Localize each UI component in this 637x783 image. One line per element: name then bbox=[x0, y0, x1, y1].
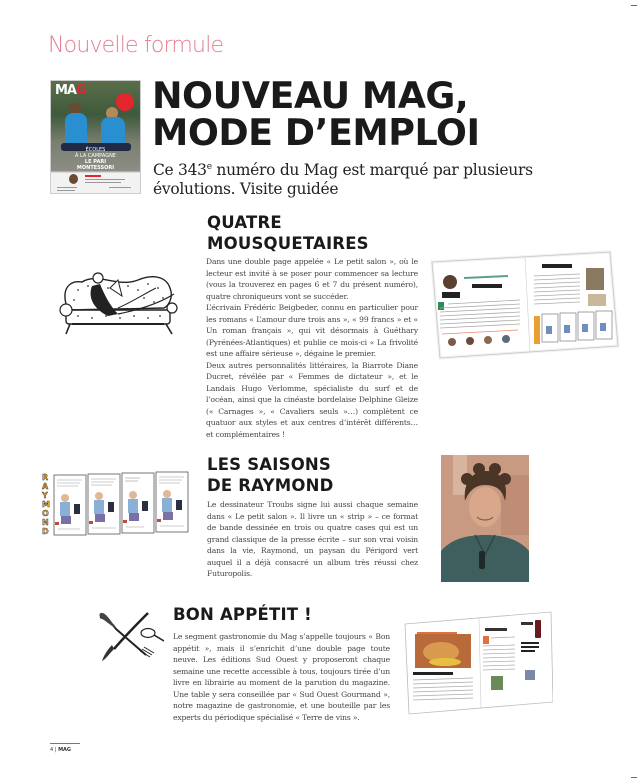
section-title-bon-appetit bbox=[173, 604, 312, 625]
paragraph: Le dessinateur Troubs signe lui aussi chaque semaine dans « Le petit salon ». Il livre un « strip » – ce format de bande dessinée en trois ou quatre cases qui est un grand classique de la presse écrite – sur son vrai voisin dans la vie, Raymond, un paysan du Périgord vert auquel il a déjà consacré un album très réussi chez Futuropolis. bbox=[207, 500, 418, 578]
headline-line: MODE D’EMPLOI bbox=[152, 111, 480, 154]
cover-rule bbox=[85, 179, 125, 180]
section-title-line: QUATRE bbox=[207, 213, 282, 232]
section-title-line: LES SAISONS bbox=[207, 455, 332, 474]
magazine-spread-bon-appetit bbox=[403, 610, 553, 715]
standfirst-text: numéro du Mag est marqué par plusieurs évolutions. Visite guidée bbox=[153, 161, 533, 199]
standfirst bbox=[153, 158, 533, 199]
headline-line: NOUVEAU MAG, bbox=[152, 74, 469, 117]
paragraph: L’écrivain Frédéric Beigbeder, connu en particulier pour les romans « L’amour dure trois ans », « 99 francs » et « Un roman français », qui vit désormais à Guéthary (Pyrénées-Atlantiques) et publie ce mois-ci « La frivolité est une affaire sérieuse », dégaine le premier. bbox=[206, 303, 418, 358]
portrait-photo-troubs bbox=[441, 455, 529, 582]
cover-line: À LA CAMPAGNE bbox=[75, 153, 116, 159]
svg-text:O: O bbox=[42, 509, 49, 518]
svg-text:A: A bbox=[42, 482, 49, 491]
page-folio bbox=[50, 747, 71, 753]
page-number: 4 bbox=[50, 747, 54, 753]
section-kicker: Nouvelle formule bbox=[48, 33, 224, 58]
portrait-figure bbox=[441, 455, 529, 582]
cover-figure bbox=[65, 113, 87, 147]
section-title-line: MOUSQUETAIRES bbox=[207, 234, 369, 253]
svg-text:R: R bbox=[42, 473, 49, 482]
svg-text:Y: Y bbox=[42, 491, 48, 500]
folio-mag-label: MAG bbox=[58, 747, 72, 753]
section-title-line: BON APPÉTIT ! bbox=[173, 605, 312, 624]
paragraph: Le segment gastronomie du Mag s’appelle toujours « Bon appétit », mais il s’enrichit d’une double page toute neuve. Les éditions Sud Ouest y proposeront chaque semaine une recette accessible à tous, toujours tirée d’un livre en librairie au moment de la parution du magazine. Une table y sera conseillée par « Sud Ouest Gourmand », notre magazine de gastronomie, et une bouteille par les experts du périodique spécialisé « Terre de vins ». bbox=[173, 632, 390, 722]
cover-line: ÉCOLES bbox=[85, 147, 106, 153]
cover-line: MONTESSORI bbox=[76, 165, 115, 171]
section-title-quatre-mousquetaires bbox=[207, 212, 369, 254]
page-headline bbox=[152, 74, 480, 154]
section-title-line: DE RAYMOND bbox=[207, 476, 334, 495]
cover-figure bbox=[69, 174, 78, 184]
cover-badge bbox=[116, 93, 134, 111]
section-body-quatre-mousquetaires bbox=[206, 256, 418, 440]
cover-line: LE PARI bbox=[84, 159, 107, 165]
svg-text:M: M bbox=[42, 500, 50, 509]
sofa-illustration bbox=[48, 258, 188, 338]
crop-mark-top bbox=[631, 5, 637, 6]
cover-rule bbox=[57, 190, 75, 191]
section-body-bon-appetit bbox=[173, 631, 390, 723]
cover-rule bbox=[57, 187, 77, 188]
standfirst-text: Ce 343 bbox=[153, 161, 207, 180]
paragraph: Deux autres personnalités littéraires, la Biarrote Diane Ducret, révélée par « Femmes de dictateur », et le Landais Hugo Verlomme, spécialiste du surf et de l’océan, ainsi que la cinéaste bordelaise Delphine Gleize (« Carnages », « Cavaliers seuls »…) complètent ce quatuor aux styles et aux centres d’intérêt différents… et complémentaires ! bbox=[206, 360, 418, 439]
cover-footer-strip bbox=[51, 173, 140, 194]
footer-rule bbox=[50, 743, 80, 744]
crop-mark-bottom bbox=[631, 777, 637, 778]
strip-title bbox=[41, 473, 50, 536]
magazine-cover-thumbnail bbox=[50, 80, 141, 194]
section-title-les-saisons-de-raymond bbox=[207, 454, 334, 496]
paragraph: Dans une double page appelée « Le petit salon », où le lecteur est invité à se poser pour commencer sa lecture (vous la trouverez en pages 6 et 7 du présent numéro), quatre chroniqueurs vont se succéder. bbox=[206, 257, 418, 301]
standfirst-sup: e bbox=[206, 162, 212, 172]
section-body-les-saisons-de-raymond bbox=[207, 499, 418, 580]
folio-separator: | bbox=[53, 747, 59, 753]
cover-rule bbox=[85, 175, 101, 177]
svg-text:D: D bbox=[42, 527, 49, 536]
raymond-comic-strip bbox=[40, 470, 192, 540]
svg-text:N: N bbox=[42, 518, 49, 527]
magazine-spread-le-petit-salon bbox=[430, 250, 620, 360]
cover-rule bbox=[109, 187, 131, 188]
cutlery-illustration bbox=[92, 605, 164, 665]
cover-logo: MAG bbox=[55, 83, 86, 98]
cover-rule bbox=[85, 182, 121, 183]
